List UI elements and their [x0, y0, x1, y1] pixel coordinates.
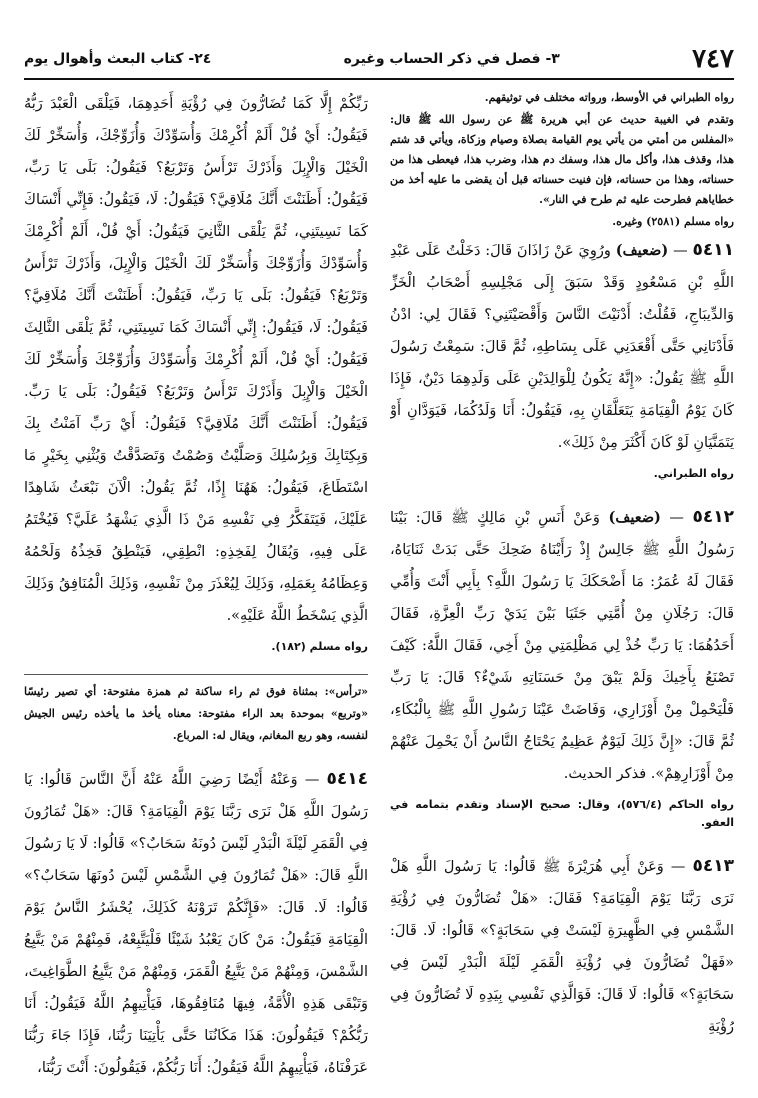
- page-number: ٧٤٧: [692, 44, 734, 74]
- hadith-number: ٥٤١٤: [326, 769, 368, 789]
- hadith-source: رواه مسلم (١٨٢).: [271, 640, 368, 653]
- hadith-grade: (ضعيف): [615, 242, 669, 259]
- hadith-text: وَعَنْ أَبِي هُرَيْرَةَ ﷺ قَالُوا: يَا رَسُولَ اللَّهِ هَلْ نَرَى رَبَّنَا يَوْمَ الْقِيَامَةِ؟ فَقَالَ: «هَلْ تُضَارُّونَ فِي رُؤْيَةِ الشَّمْسِ فِي الظَّهِيرَةِ لَيْسَتْ فِي سَحَابَةٍ؟» قَالُوا: لَا. قَالَ: «فَهَلْ تُضَارُّونَ فِي رُؤْيَةِ الْقَمَرِ لَيْلَةَ الْبَدْرِ لَيْسَ فِي سَحَابَةٍ؟» قَالُوا: لَا قَالَ: فَوَالَّذِي نَفْسِي بِيَدِهِ لَا تُضَارُّونَ فِي رُؤْيَةِ: [390, 859, 734, 1035]
- hadith-source: رواه الطبراني.: [653, 467, 734, 480]
- hadith-5411: ٥٤١١ — (ضعيف) ورُوِيَ عَنْ زَاذَانَ قَالَ: دَخَلْتُ عَلَى عَبْدِ اللَّهِ بْنِ مَسْعُودٍ وَقَدْ سَبَقَ إِلَى مَجْلِسِهِ أَصْحَابُ الْخَزِّ وَالدِّيبَاجِ، فَقُلْتُ: أَدْنَيْتَ النَّاسَ وَأَقْصَيْتَنِي؟ فَقَالَ لِي: ادْنُ فَأَدْنَانِي حَتَّى أَقْعَدَنِي عَلَى بِسَاطِهِ، ثُمَّ قَالَ: سَمِعْتُ رَسُولَ اللَّهِ ﷺ يَقُولُ: «إِنَّهُ يَكُونُ لِلْوَالِدَيْنِ عَلَى وَلَدِهِمَا دَيْنٌ، فَإِذَا كَانَ يَوْمُ الْقِيَامَةِ يَتَعَلَّقَانِ بِهِ، فَيَقُولُ: أَنَا وَلَدُكُمَا، فَيَوَدَّانِ أَوْ يَتَمَنَّيَانِ لَوْ كَانَ أَكْثَرَ مِنْ ذَلِكَ».: [390, 240, 734, 451]
- book-title: ٢٤- كتاب البعث وأهوال يوم: [24, 51, 212, 67]
- left-column: [24, 88, 368, 1088]
- hadith-number: ٥٤١٣: [692, 856, 734, 876]
- footnote-glossary: «ترأس»: بمثناة فوق ثم راء ساكنة ثم همزة مفتوحة: أي تصير رئيسًا «وتربع» بموحدة بعد الراء مفتوحة: معناه يأخذ ما يأخذه رئيس الجيش لنفسه، وهو ربع المغانم، ويقال له: المرباع.: [24, 674, 368, 747]
- intro-source: رواه مسلم (٢٥٨١) وغيره.: [612, 215, 734, 228]
- hadith-text: ورُوِيَ عَنْ زَاذَانَ قَالَ: دَخَلْتُ عَلَى عَبْدِ اللَّهِ بْنِ مَسْعُودٍ وَقَدْ سَبَقَ إِلَى مَجْلِسِهِ أَصْحَابُ الْخَزِّ وَالدِّيبَاجِ، فَقُلْتُ: أَدْنَيْتَ النَّاسَ وَأَقْصَيْتَنِي؟ فَقَالَ لِي: ادْنُ فَأَدْنَانِي حَتَّى أَقْعَدَنِي عَلَى بِسَاطِهِ، ثُمَّ قَالَ: سَمِعْتُ رَسُولَ اللَّهِ ﷺ يَقُولُ: «إِنَّهُ يَكُونُ لِلْوَالِدَيْنِ عَلَى وَلَدِهِمَا دَيْنٌ، فَإِذَا كَانَ يَوْمُ الْقِيَامَةِ يَتَعَلَّقَانِ بِهِ، فَيَقُولُ: أَنَا وَلَدُكُمَا، فَيَوَدَّانِ أَوْ يَتَمَنَّيَانِ لَوْ كَانَ أَكْثَرَ مِنْ ذَلِكَ».: [390, 243, 734, 451]
- section-title: ٣- فصل في ذكر الحساب وغيره: [343, 51, 560, 67]
- hadith-text: وَعَنْ أَنَسِ بْنِ مَالِكٍ ﷺ قَالَ: بَيْنَا رَسُولُ اللَّهِ ﷺ جَالِسٌ إِذْ رَأَيْنَاهُ ضَحِكَ حَتَّى بَدَتْ ثَنَايَاهُ، فَقَالَ لَهُ عُمَرُ: مَا أَضْحَكَكَ يَا رَسُولَ اللَّهِ؟ بِأَبِي أَنْتَ وَأُمِّي قَالَ: رَجُلَانِ مِنْ أُمَّتِي جَثَيَا بَيْنَ يَدَيْ رَبِّ الْعِزَّةِ، فَقَالَ أَحَدُهُمَا: يَا رَبِّ خُذْ لِي مَظْلِمَتِي مِنْ أَخِي، فَقَالَ اللَّهُ: كَيْفَ تَصْنَعُ بِأَخِيكَ وَلَمْ يَبْقَ مِنْ حَسَنَاتِهِ شَيْءٌ؟ قَالَ: يَا رَبِّ فَلْيَحْمِلْ مِنْ أَوْزَارِي، وَفَاضَتْ عَيْنَا رَسُولِ اللَّهِ ﷺ بِالْبُكَاءِ، ثُمَّ قَالَ: «إِنَّ ذَلِكَ لَيَوْمٌ عَظِيمٌ يَحْتَاجُ النَّاسُ أَنْ يَحْمِلَ عَنْهُمْ مِنْ أَوْزَارِهِمْ». فذكر الحديث.: [390, 510, 734, 782]
- hadith-text: وَعَنْهُ أَيْضًا رَضِيَ اللَّهُ عَنْهُ أَنَّ النَّاسَ قَالُوا: يَا رَسُولَ اللَّهِ هَلْ نَرَى رَبَّنَا يَوْمَ الْقِيَامَةِ؟ قَالَ: «هَلْ تُمَارُونَ فِي الْقَمَرِ لَيْلَةَ الْبَدْرِ لَيْسَ دُونَهُ سَحَابٌ؟» قَالُوا: لَا يَا رَسُولَ اللَّهِ قَالَ: «هَلْ تُمَارُونَ فِي الشَّمْسِ لَيْسَ دُونَهَا سَحَابٌ؟» قَالُوا: لَا. قَالَ: «فَإِنَّكُمْ تَرَوْنَهُ كَذَلِكَ، يُحْشَرُ النَّاسُ يَوْمَ الْقِيَامَةِ فَيَقُولُ: مَنْ كَانَ يَعْبُدُ شَيْئًا فَلْيَتَّبِعْهُ، فَمِنْهُمْ مَنْ يَتَّبِعُ الشَّمْسَ، وَمِنْهُمْ مَنْ يَتَّبِعُ الْقَمَرَ، وَمِنْهُمْ مَنْ يَتَّبِعُ الطَّوَاغِيتَ، وَتَبْقَى هَذِهِ الْأُمَّةُ، فِيهَا مُنَافِقُوهَا، فَيَأْتِيهِمُ اللَّهُ فَيَقُولُ: أَنَا رَبُّكُمْ؟ فَيَقُولُونَ: هَذَا مَكَانُنَا حَتَّى يَأْتِيَنَا رَبُّنَا، فَإِذَا جَاءَ رَبُّنَا عَرَفْنَاهُ، فَيَأْتِيهِمُ اللَّهُ فَيَقُولُ: أَنَا رَبُّكُمْ، فَيَقُولُونَ: أَنْتَ رَبُّنَا،: [24, 772, 368, 1076]
- hadith-source: رواه الحاكم (٥٧٦/٤)، وقال: صحيح الإسناد وتقدم بتمامه في العفو.: [390, 798, 734, 829]
- hadith-grade: (ضعيف): [608, 509, 661, 526]
- right-column: [390, 88, 734, 1088]
- hadith-number: ٥٤١٢: [692, 507, 734, 527]
- hadith-continuation: رَبِّكُمْ إِلَّا كَمَا تُضَارُّونَ فِي رُؤْيَةِ أَحَدِهِمَا، فَيَلْقَى الْعَبْدَ رَبُّهُ فَيَقُولُ: أَيْ فُلْ أَلَمْ أُكْرِمْكَ وَأُسَوِّدْكَ وَأُزَوِّجْكَ، وَأُسَخِّرْ لَكَ الْخَيْلَ وَالْإِبِلَ وَأَذَرْكَ تَرْأَسُ وَتَرْبَعُ؟ فَيَقُولُ: بَلَى يَا رَبِّ، فَيَقُولُ: أَظَنَنْتَ أَنَّكَ مُلَاقِيَّ؟ فَيَقُولُ: لَا، فَيَقُولُ: فَإِنِّي أَنْسَاكَ كَمَا نَسِيتَنِي، ثُمَّ يَلْقَى الثَّانِيَ فَيَقُولُ: أَيْ فُلْ، أَلَمْ أُكْرِمْكَ وَأُسَوِّدْكَ وَأُزَوِّجْكَ وَأُسَخِّرْ لَكَ الْخَيْلَ وَالْإِبِلَ، وَأَذَرْكَ تَرْأَسُ وَتَرْبَعُ؟ فَيَقُولُ: بَلَى يَا رَبِّ، فَيَقُولُ: أَظَنَنْتَ أَنَّكَ مُلَاقِيَّ؟ فَيَقُولُ: لَا، فَيَقُولُ: إِنِّي أَنْسَاكَ كَمَا نَسِيتَنِي، ثُمَّ يَلْقَى الثَّالِثَ فَيَقُولُ: أَيْ فُلْ، أَلَمْ أُكْرِمْكَ وَأُسَوِّدْكَ وَأُزَوِّجْكَ وَأُسَخِّرْ لَكَ الْخَيْلَ وَالْإِبِلَ وَأَذَرْكَ تَرْأَسُ وَتَرْبَعُ؟ فَيَقُولُ: بَلَى يَا رَبِّ. فَيَقُولُ: أَظَنَنْتَ أَنَّكَ مُلَاقِيَّ؟ فَيَقُولُ: أَيْ رَبِّ آمَنْتُ بِكَ وَبِكِتَابِكَ وَبِرُسُلِكَ وَصَلَّيْتُ وَصُمْتُ وَتَصَدَّقْتُ وَيُثْنِي بِخَيْرٍ مَا اسْتَطَاعَ، فَيَقُولُ: هَهُنَا إِذًا، ثُمَّ يَقُولُ: الْآنَ نَبْعَثُ شَاهِدًا عَلَيْكَ، فَيَتَفَكَّرُ فِي نَفْسِهِ مَنْ ذَا الَّذِي يَشْهَدُ عَلَيَّ؟ فَيُخْتَمُ عَلَى فِيهِ، وَيُقَالُ لِفَخِذِهِ: انْطِقِي، فَيَنْطِقُ فَخِذُهُ وَلَحْمُهُ وَعِظَامُهُ بِعَمَلِهِ، وَذَلِكَ لِيُعْذَرَ مِنْ نَفْسِهِ، وَذَلِكَ الْمُنَافِقُ وَذَلِكَ الَّذِي يَسْخَطُ اللَّهُ عَلَيْهِ».: [24, 96, 368, 624]
- intro-reference: رواه الطبراني في الأوسط، ورواته مختلف في توثيقهم.: [484, 91, 734, 104]
- intro-hadith: وتقدم في الغيبة حديث عن أبي هريرة ﷺ عن رسول الله ﷺ قال: «المفلس من أمتي من يأتي يوم القيامة بصلاة وصيام وزكاة، ويأتي قد شتم هذا، وقذف هذا، وأكل مال هذا، وسفك دم هذا، وضرب هذا، فيعطى هذا من حسناته، وهذا من حسناته، فإن فنيت حسناته قبل أن يقضى ما عليه أخذ من خطاياهم فطرحت عليه ثم طرح في النار».: [390, 113, 734, 206]
- hadith-5412: ٥٤١٢ — (ضعيف) وَعَنْ أَنَسِ بْنِ مَالِكٍ ﷺ قَالَ: بَيْنَا رَسُولُ اللَّهِ ﷺ جَالِسٌ إِذْ رَأَيْنَاهُ ضَحِكَ حَتَّى بَدَتْ ثَنَايَاهُ، فَقَالَ لَهُ عُمَرُ: مَا أَضْحَكَكَ يَا رَسُولَ اللَّهِ؟ بِأَبِي أَنْتَ وَأُمِّي قَالَ: رَجُلَانِ مِنْ أُمَّتِي جَثَيَا بَيْنَ يَدَيْ رَبِّ الْعِزَّةِ، فَقَالَ أَحَدُهُمَا: يَا رَبِّ خُذْ لِي مَظْلِمَتِي مِنْ أَخِي، فَقَالَ اللَّهُ: كَيْفَ تَصْنَعُ بِأَخِيكَ وَلَمْ يَبْقَ مِنْ حَسَنَاتِهِ شَيْءٌ؟ قَالَ: يَا رَبِّ فَلْيَحْمِلْ مِنْ أَوْزَارِي، وَفَاضَتْ عَيْنَا رَسُولِ اللَّهِ ﷺ بِالْبُكَاءِ، ثُمَّ قَالَ: «إِنَّ ذَلِكَ لَيَوْمٌ عَظِيمٌ يَحْتَاجُ النَّاسُ أَنْ يَحْمِلَ عَنْهُمْ مِنْ أَوْزَارِهِمْ». فذكر الحديث.: [390, 507, 734, 782]
- hadith-5414: ٥٤١٤ — وَعَنْهُ أَيْضًا رَضِيَ اللَّهُ عَنْهُ أَنَّ النَّاسَ قَالُوا: يَا رَسُولَ اللَّهِ هَلْ نَرَى رَبَّنَا يَوْمَ الْقِيَامَةِ؟ قَالَ: «هَلْ تُمَارُونَ فِي الْقَمَرِ لَيْلَةَ الْبَدْرِ لَيْسَ دُونَهُ سَحَابٌ؟» قَالُوا: لَا يَا رَسُولَ اللَّهِ قَالَ: «هَلْ تُمَارُونَ فِي الشَّمْسِ لَيْسَ دُونَهَا سَحَابٌ؟» قَالُوا: لَا. قَالَ: «فَإِنَّكُمْ تَرَوْنَهُ كَذَلِكَ، يُحْشَرُ النَّاسُ يَوْمَ الْقِيَامَةِ فَيَقُولُ: مَنْ كَانَ يَعْبُدُ شَيْئًا فَلْيَتَّبِعْهُ، فَمِنْهُمْ مَنْ يَتَّبِعُ الشَّمْسَ، وَمِنْهُمْ مَنْ يَتَّبِعُ الْقَمَرَ، وَمِنْهُمْ مَنْ يَتَّبِعُ الطَّوَاغِيتَ، وَتَبْقَى هَذِهِ الْأُمَّةُ، فِيهَا مُنَافِقُوهَا، فَيَأْتِيهِمُ اللَّهُ فَيَقُولُ: أَنَا رَبُّكُمْ؟ فَيَقُولُونَ: هَذَا مَكَانُنَا حَتَّى يَأْتِيَنَا رَبُّنَا، فَإِذَا جَاءَ رَبُّنَا عَرَفْنَاهُ، فَيَأْتِيهِمُ اللَّهُ فَيَقُولُ: أَنَا رَبُّكُمْ، فَيَقُولُونَ: أَنْتَ رَبُّنَا،: [24, 769, 368, 1076]
- page-header: [24, 40, 734, 80]
- hadith-number: ٥٤١١: [692, 240, 734, 260]
- hadith-5413: ٥٤١٣ — وَعَنْ أَبِي هُرَيْرَةَ ﷺ قَالُوا: يَا رَسُولَ اللَّهِ هَلْ نَرَى رَبَّنَا يَوْمَ الْقِيَامَةِ؟ فَقَالَ: «هَلْ تُضَارُّونَ فِي رُؤْيَةِ الشَّمْسِ فِي الظَّهِيرَةِ لَيْسَتْ فِي سَحَابَةٍ؟» قَالُوا: لَا. قَالَ: «فَهَلْ تُضَارُّونَ فِي رُؤْيَةِ الْقَمَرِ لَيْلَةَ الْبَدْرِ لَيْسَ فِي سَحَابَةٍ؟» قَالُوا: لَا قَالَ: فَوَالَّذِي نَفْسِي بِيَدِهِ لَا تُضَارُّونَ فِي رُؤْيَةِ: [390, 856, 734, 1035]
